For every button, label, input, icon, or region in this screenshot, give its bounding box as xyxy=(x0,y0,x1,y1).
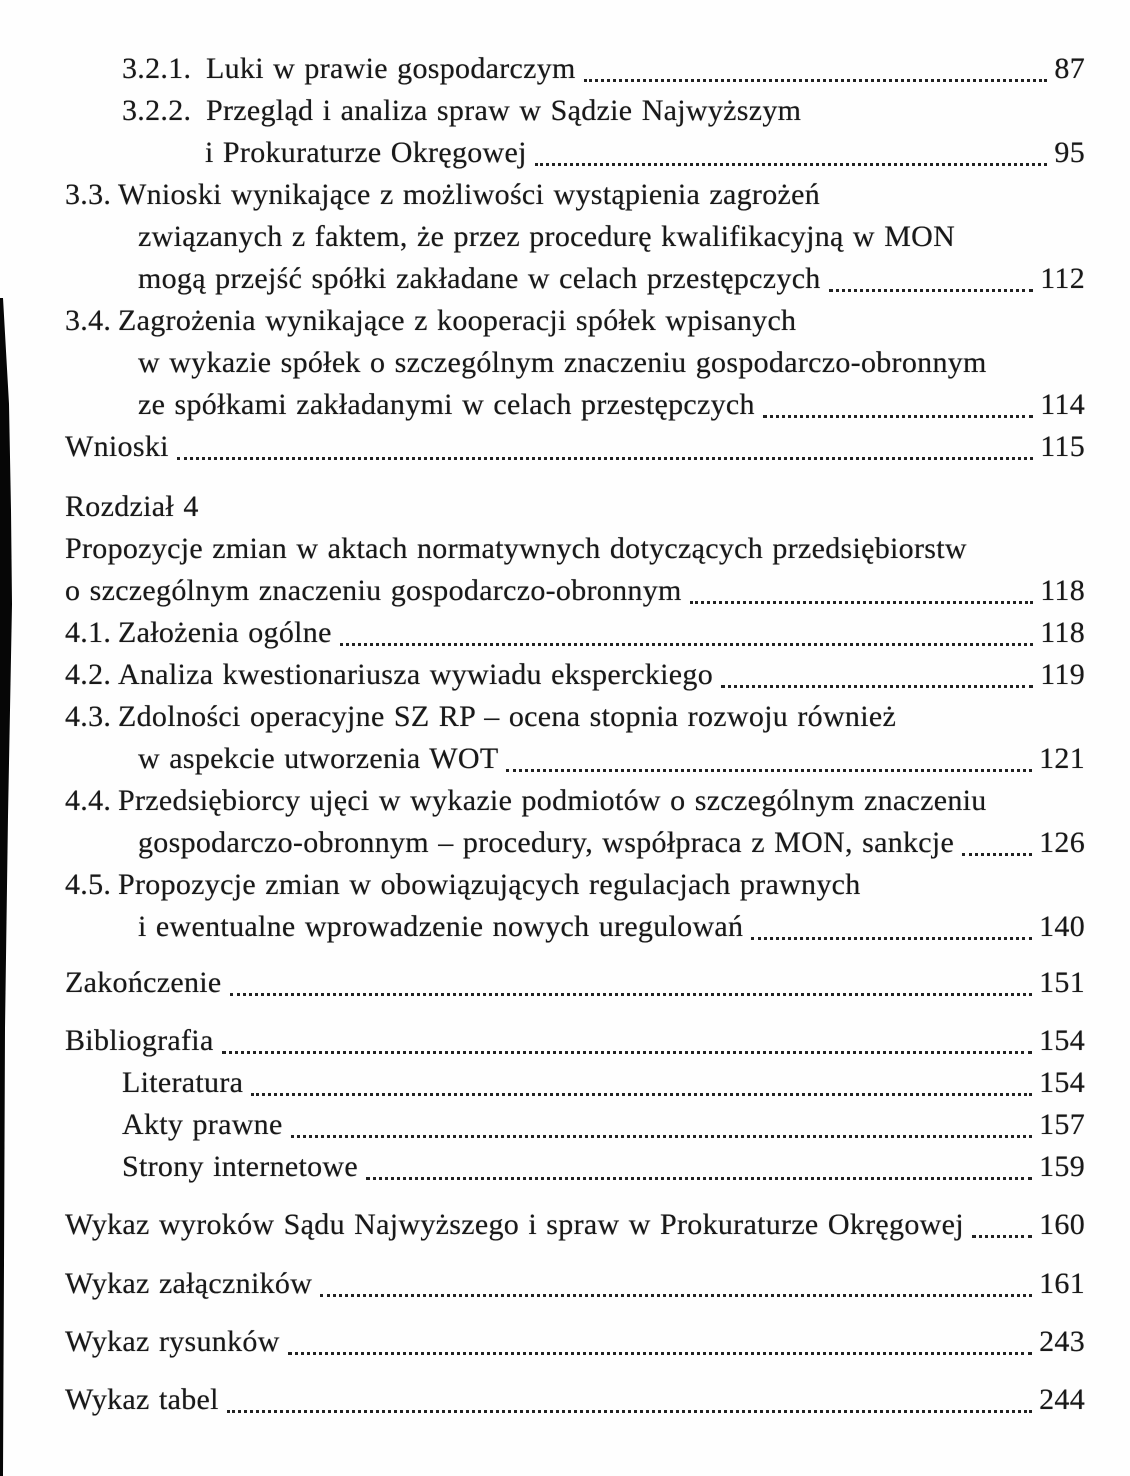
toc-row xyxy=(0,864,1085,906)
toc-row xyxy=(0,300,1085,342)
toc-page-number: 154 xyxy=(1039,1024,1085,1057)
toc-page-number: 118 xyxy=(1040,574,1085,607)
dot-leader xyxy=(584,48,1048,90)
toc-row xyxy=(0,738,1085,780)
toc-row xyxy=(0,216,1085,258)
toc-row xyxy=(0,696,1085,738)
toc-entry-title: Zakończenie xyxy=(65,966,222,999)
toc-entry-number: 3.2.2. xyxy=(122,94,192,127)
toc-entry-number: 3.2.1. xyxy=(122,52,192,85)
dot-leader xyxy=(288,1321,1032,1363)
toc-entry-title: Bibliografia xyxy=(65,1024,214,1057)
dot-leader xyxy=(829,258,1034,300)
toc-entry-title: Literatura xyxy=(122,1066,244,1099)
dot-leader xyxy=(227,1379,1032,1421)
toc-entry-title: Założenia ogólne xyxy=(118,616,332,649)
dot-leader xyxy=(291,1104,1033,1146)
toc-entry-title: Rozdział 4 xyxy=(65,490,199,523)
toc-entry-number: 4.2. xyxy=(65,658,112,691)
toc-page-number: 112 xyxy=(1040,262,1085,295)
toc-entry-title: Zdolności operacyjne SZ RP – ocena stopnia rozwoju również xyxy=(118,700,897,733)
dot-leader xyxy=(763,384,1033,426)
toc-row xyxy=(0,1146,1085,1188)
table-of-contents xyxy=(0,48,1130,1421)
toc-entry-number: 4.4. xyxy=(65,784,112,817)
toc-page-number: 154 xyxy=(1039,1066,1085,1099)
toc-page-number: 140 xyxy=(1039,910,1085,943)
toc-entry-title: Wnioski wynikające z możliwości wystąpienia zagrożeń xyxy=(118,178,821,211)
toc-entry-title: i Prokuraturze Okręgowej xyxy=(205,136,527,169)
dot-leader xyxy=(506,738,1032,780)
toc-entry-title: Wykaz tabel xyxy=(65,1383,219,1416)
toc-row xyxy=(0,906,1085,948)
toc-entry-number: 4.3. xyxy=(65,700,112,733)
toc-entry-title: Przegląd i analiza spraw w Sądzie Najwyższym xyxy=(206,94,802,127)
dot-leader xyxy=(690,570,1034,612)
toc-row xyxy=(0,612,1085,654)
dot-leader xyxy=(251,1062,1032,1104)
toc-row xyxy=(0,486,1085,528)
toc-row xyxy=(0,90,1085,132)
dot-leader xyxy=(320,1263,1032,1305)
toc-row xyxy=(0,1379,1085,1421)
toc-row xyxy=(0,528,1085,570)
toc-entry-title: Wykaz rysunków xyxy=(65,1325,280,1358)
dot-leader xyxy=(721,654,1033,696)
dot-leader xyxy=(366,1146,1032,1188)
dot-leader xyxy=(751,906,1032,948)
toc-entry-title: Wnioski xyxy=(65,430,169,463)
toc-row xyxy=(0,654,1085,696)
toc-entry-number: 4.5. xyxy=(65,868,112,901)
toc-row xyxy=(0,1263,1085,1305)
toc-row xyxy=(0,962,1085,1004)
dot-leader xyxy=(222,1020,1033,1062)
toc-entry-title: gospodarczo-obronnym – procedury, współpraca z MON, sankcje xyxy=(138,826,955,859)
toc-row xyxy=(0,342,1085,384)
toc-entry-title: w wykazie spółek o szczególnym znaczeniu gospodarczo-obronnym xyxy=(138,346,987,379)
toc-entry-title: Wykaz wyroków Sądu Najwyższego i spraw w Prokuraturze Okręgowej xyxy=(65,1208,964,1241)
toc-row xyxy=(0,570,1085,612)
toc-row xyxy=(0,1062,1085,1104)
toc-entry-title: Propozycje zmian w aktach normatywnych dotyczących przedsiębiorstw xyxy=(65,532,967,565)
toc-row xyxy=(0,258,1085,300)
toc-page-number: 151 xyxy=(1039,966,1085,999)
toc-page-number: 95 xyxy=(1054,136,1085,169)
toc-row xyxy=(0,822,1085,864)
toc-page-number: 159 xyxy=(1039,1150,1085,1183)
toc-page-number: 114 xyxy=(1040,388,1085,421)
toc-entry-number: 4.1. xyxy=(65,616,112,649)
toc-entry-title: Przedsiębiorcy ujęci w wykazie podmiotów o szczególnym znaczeniu xyxy=(118,784,987,817)
toc-page-number: 160 xyxy=(1039,1208,1085,1241)
toc-row xyxy=(0,384,1085,426)
toc-page-number: 121 xyxy=(1039,742,1085,775)
toc-page-number: 243 xyxy=(1039,1325,1085,1358)
dot-leader xyxy=(340,612,1033,654)
toc-page-number: 244 xyxy=(1039,1383,1085,1416)
toc-entry-title: mogą przejść spółki zakładane w celach przestępczych xyxy=(138,262,821,295)
dot-leader xyxy=(972,1204,1032,1246)
dot-leader xyxy=(962,822,1032,864)
toc-page-number: 119 xyxy=(1040,658,1085,691)
toc-page-number: 115 xyxy=(1040,430,1085,463)
toc-entry-title: i ewentualne wprowadzenie nowych uregulowań xyxy=(138,910,744,943)
toc-entry-title: w aspekcie utworzenia WOT xyxy=(138,742,499,775)
toc-page-number: 87 xyxy=(1054,52,1085,85)
toc-row xyxy=(0,174,1085,216)
toc-page-number: 161 xyxy=(1039,1267,1085,1300)
dot-leader xyxy=(230,962,1033,1004)
toc-row xyxy=(0,1020,1085,1062)
toc-entry-title: Akty prawne xyxy=(122,1108,283,1141)
toc-page-number: 126 xyxy=(1039,826,1085,859)
toc-page-number: 157 xyxy=(1039,1108,1085,1141)
toc-row xyxy=(0,1104,1085,1146)
toc-entry-title: ze spółkami zakładanymi w celach przestępczych xyxy=(138,388,755,421)
toc-entry-title: Wykaz załączników xyxy=(65,1267,313,1300)
toc-row xyxy=(0,1204,1085,1246)
toc-entry-title: o szczególnym znaczeniu gospodarczo-obronnym xyxy=(65,574,682,607)
toc-entry-title: Luki w prawie gospodarczym xyxy=(206,52,576,85)
toc-entry-title: Analiza kwestionariusza wywiadu eksperckiego xyxy=(118,658,713,691)
toc-entry-title: Zagrożenia wynikające z kooperacji spółek wpisanych xyxy=(118,304,797,337)
toc-entry-number: 3.3. xyxy=(65,178,112,211)
dot-leader xyxy=(177,426,1033,468)
toc-page-number: 118 xyxy=(1040,616,1085,649)
dot-leader xyxy=(535,132,1048,174)
toc-entry-title: Propozycje zmian w obowiązujących regulacjach prawnych xyxy=(118,868,861,901)
toc-row xyxy=(0,132,1085,174)
toc-row xyxy=(0,426,1085,468)
toc-row xyxy=(0,780,1085,822)
toc-entry-number: 3.4. xyxy=(65,304,112,337)
toc-row xyxy=(0,1321,1085,1363)
toc-entry-title: związanych z faktem, że przez procedurę kwalifikacyjną w MON xyxy=(138,220,956,253)
toc-row xyxy=(0,48,1085,90)
toc-entry-title: Strony internetowe xyxy=(122,1150,359,1183)
